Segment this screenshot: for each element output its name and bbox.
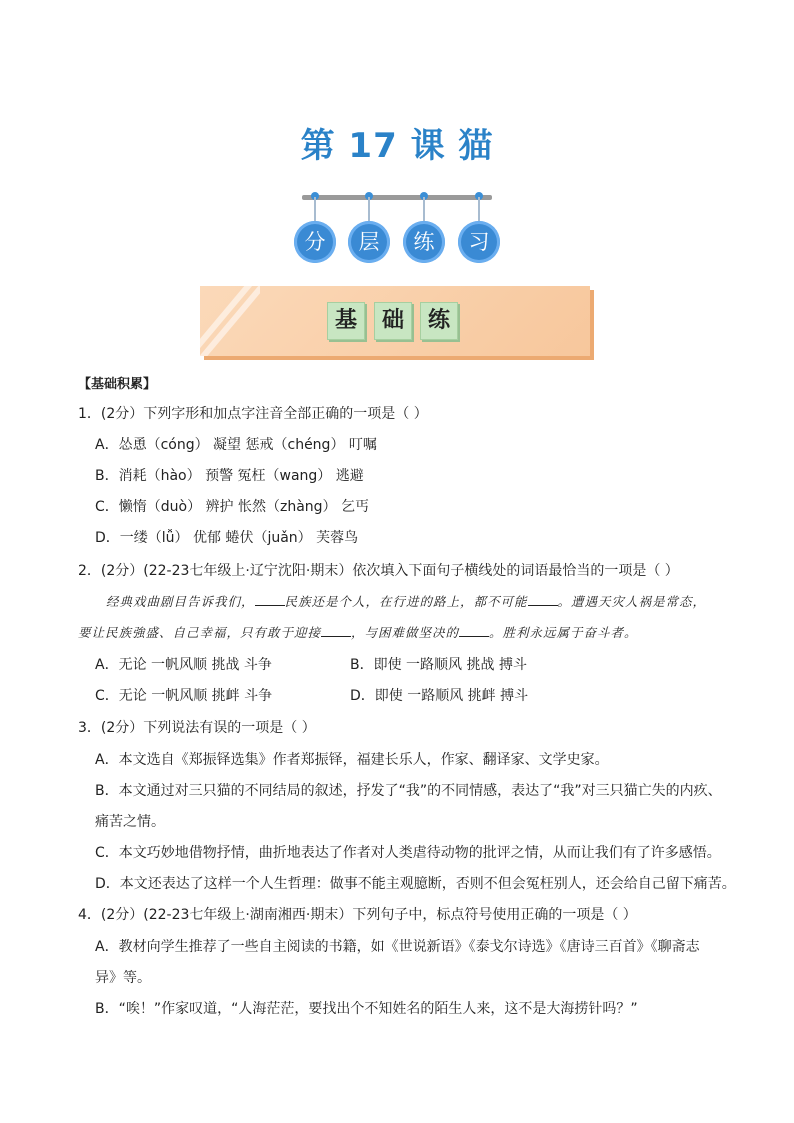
lesson-title: 第 17 课 猫: [300, 126, 494, 166]
section-label: 【基础积累】: [78, 377, 157, 392]
option-a: A．教材向学生推荐了一些自主阅读的书籍，如《世说新语》《泰戈尔诗选》《唐诗三百首》《聊斋志: [95, 939, 700, 955]
ribbon-rail: [302, 195, 492, 200]
option-d: D．一缕（lǚ） 优郁 蜷伏（juǎn） 芙蓉鸟: [95, 530, 359, 546]
option-b: B．本文通过对三只猫的不同结局的叙述，抒发了“我”的不同情感，表达了“我”对三只猫亡失的内疚、: [95, 783, 722, 799]
option-b: B．“唉！”作家叹道，“人海茫茫，要找出个不知姓名的陌生人来，这不是大海捞针吗？”: [95, 1001, 638, 1017]
option-c: C．懒惰（duò） 辨护 怅然（zhàng） 乞丐: [95, 499, 370, 515]
banner-tile: 础: [374, 302, 412, 340]
option-d: D．本文还表达了这样一个人生哲理：做事不能主观臆断，否则不但会冤枉别人，还会给自己留下痛苦。: [95, 876, 736, 892]
passage-line: 经典戏曲剧目告诉我们， 民族还是个人，在行进的路上，都不可能 。遭遇天灾人祸是常态，: [106, 594, 707, 609]
option-b: B．消耗（hào） 预警 冤枉（wang） 逃避: [95, 468, 364, 484]
option-a: A．无论 一帆风顺 挑战 斗争: [95, 657, 272, 673]
option-b-cont: 痛苦之情。: [95, 814, 165, 830]
banner-stripes: [200, 286, 260, 356]
question-stem: 2．(2分）(22-23七年级上·辽宁沈阳·期末）依次填入下面句子横线处的词语最恰当的一项是（ ）: [78, 563, 679, 579]
question-stem: 4．(2分）(22-23七年级上·湖南湘西·期末）下列句子中，标点符号使用正确的一项是（ ）: [78, 907, 637, 923]
banner-tile: 练: [420, 302, 458, 340]
ribbon-bubble: 分: [294, 221, 336, 263]
fill-blank: [255, 593, 285, 606]
banner-tile: 基: [327, 302, 365, 340]
option-a: A．怂恿（cóng） 凝望 惩戒（chéng） 叮嘱: [95, 437, 377, 453]
ribbon-string: [314, 197, 316, 224]
question-stem: 1．(2分）下列字形和加点字注音全部正确的一项是（ ）: [78, 406, 428, 422]
option-a: A．本文选自《郑振铎选集》作者郑振铎，福建长乐人，作家、翻译家、文学史家。: [95, 752, 609, 768]
option-b: B．即使 一路顺风 挑战 搏斗: [350, 657, 527, 673]
ribbon-string: [368, 197, 370, 224]
fill-blank: [459, 624, 489, 637]
option-c: C．本文巧妙地借物抒情，曲折地表达了作者对人类虐待动物的批评之情，从而让我们有了许多感悟。: [95, 845, 721, 861]
option-a-cont: 异》等。: [95, 970, 151, 986]
question-stem: 3．(2分）下列说法有误的一项是（ ）: [78, 720, 316, 736]
ribbon-string: [423, 197, 425, 224]
option-d: D．即使 一路顺风 挑衅 搏斗: [350, 688, 529, 704]
fill-blank: [528, 593, 558, 606]
ribbon-bubble: 层: [348, 221, 390, 263]
ribbon-string: [478, 197, 480, 224]
ribbon-bubble: 习: [458, 221, 500, 263]
fill-blank: [321, 624, 351, 637]
ribbon-bubble: 练: [403, 221, 445, 263]
passage-line: 要让民族強盛、自己幸福，只有敢于迎接 ，与困难做坚决的 。胜利永远属于奋斗者。: [78, 625, 638, 640]
option-c: C．无论 一帆风顺 挑衅 斗争: [95, 688, 273, 704]
